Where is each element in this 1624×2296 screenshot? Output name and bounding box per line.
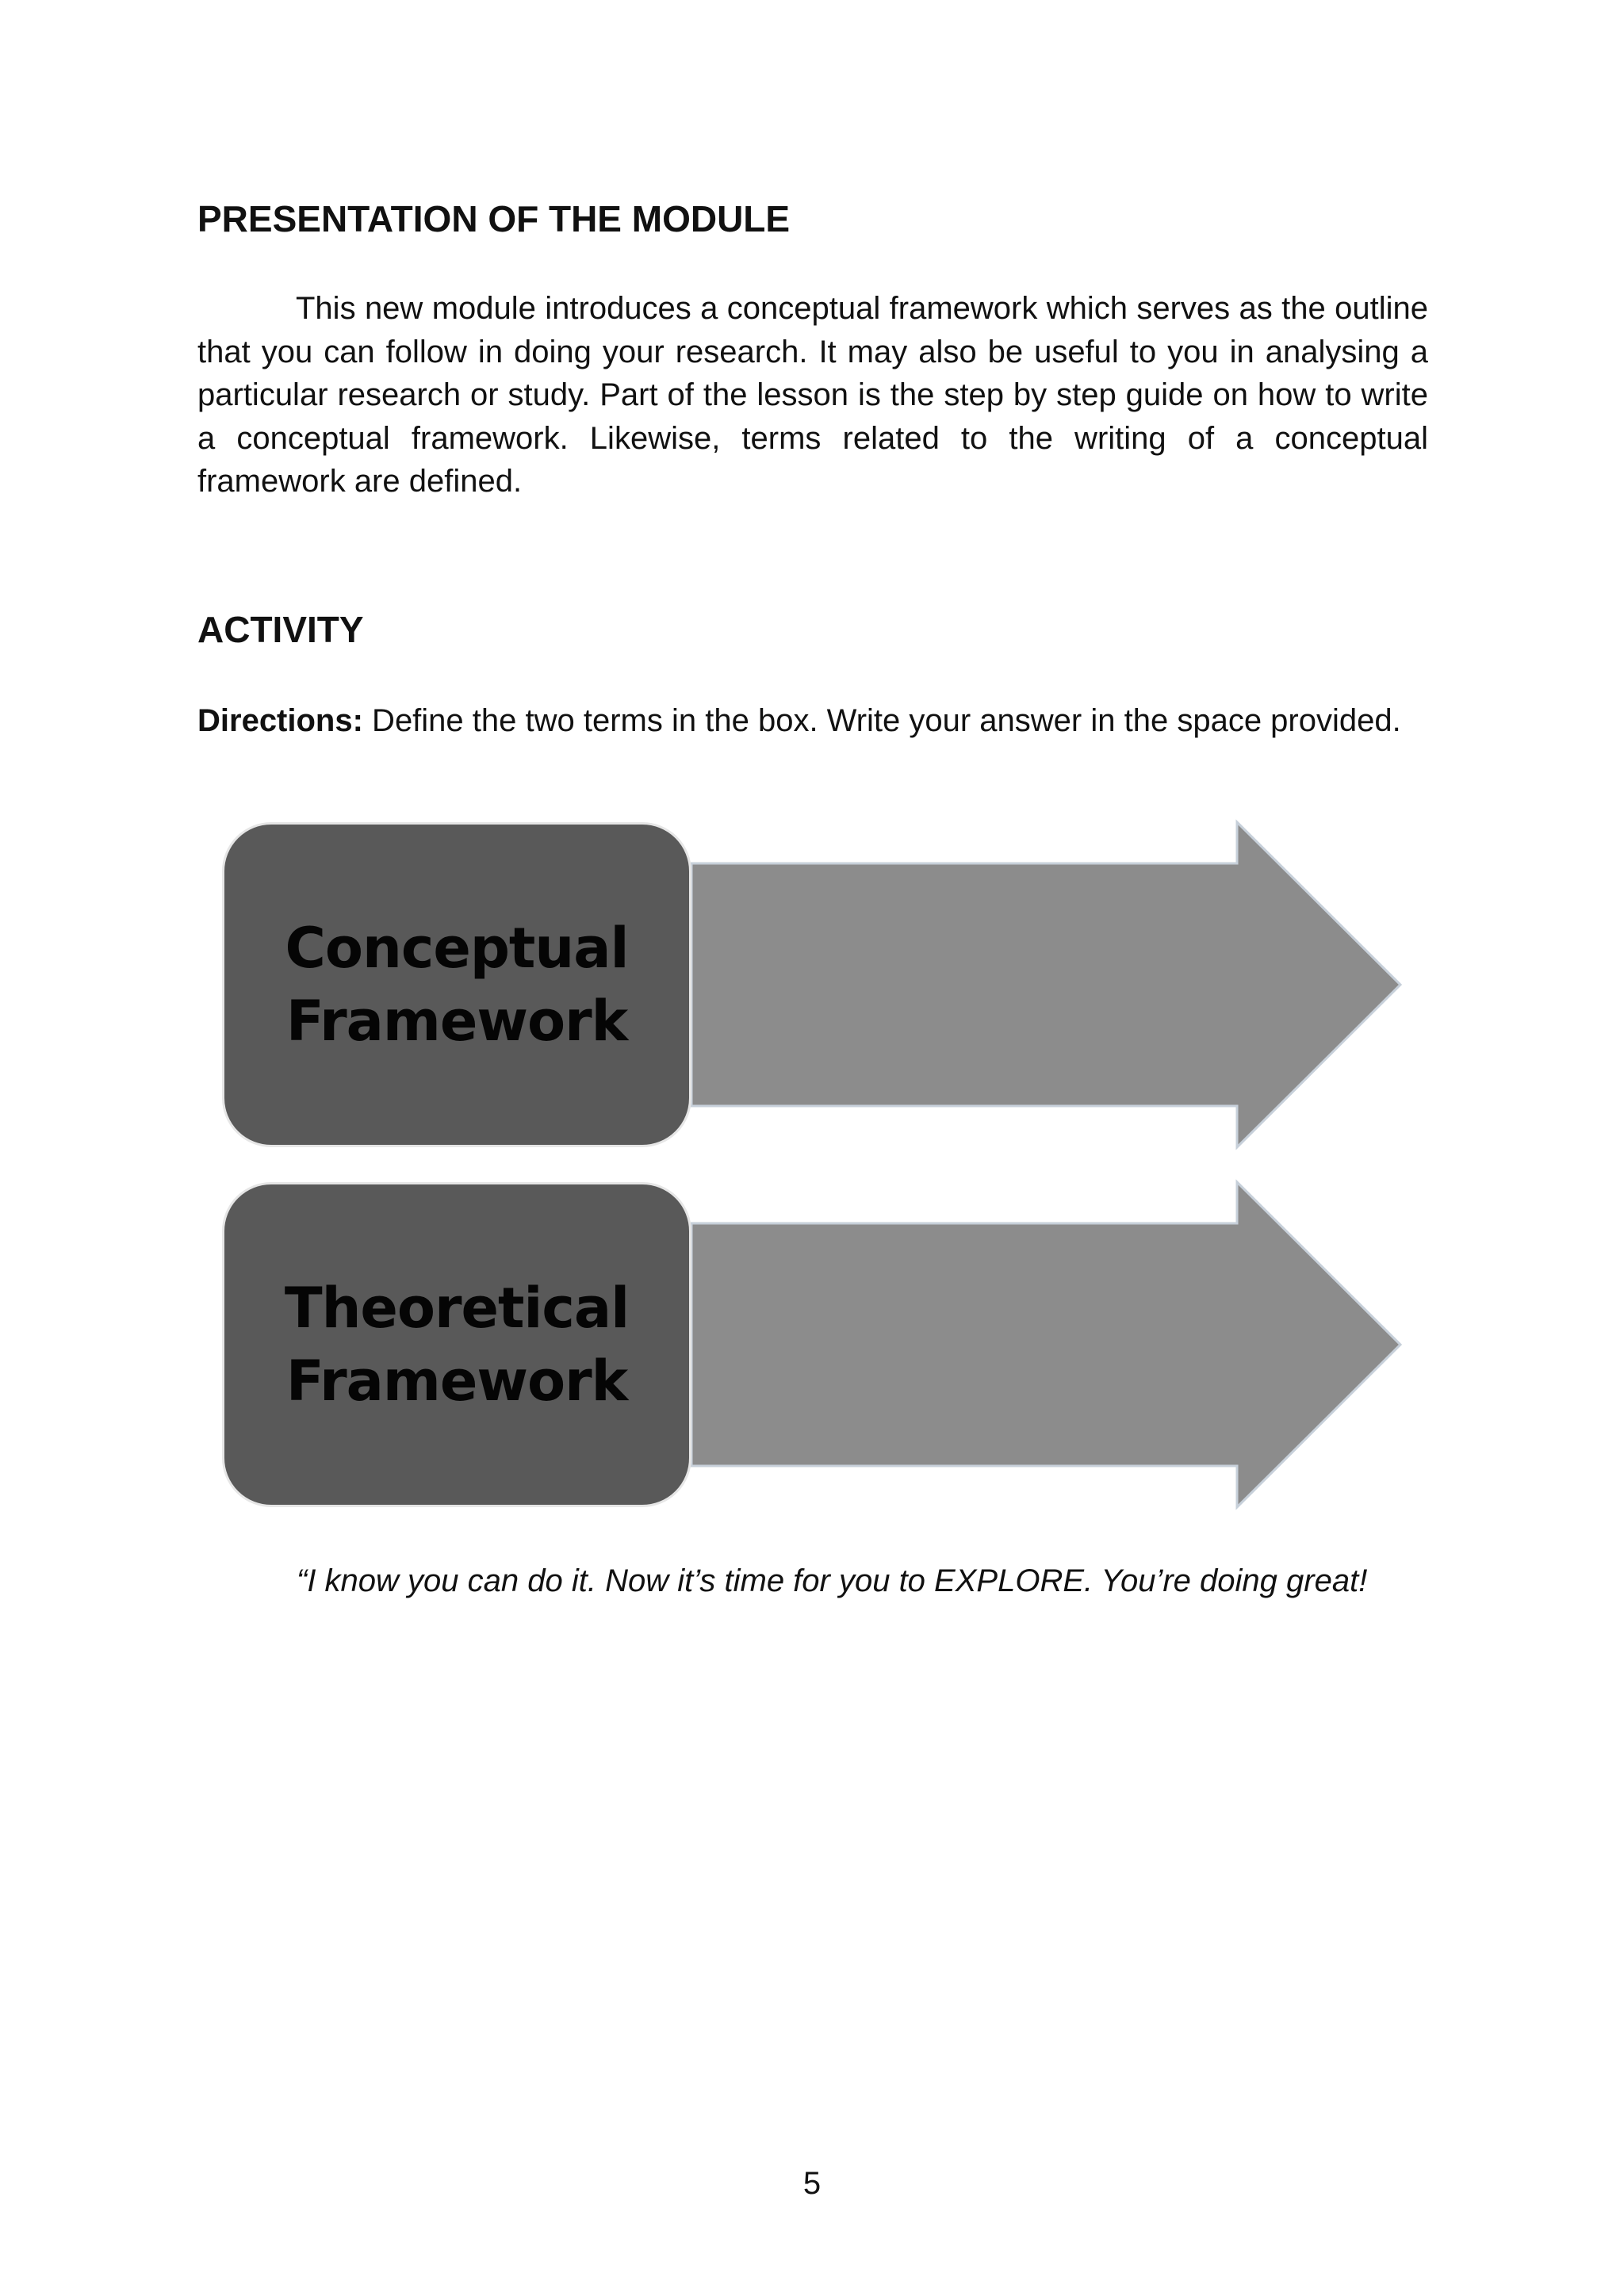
directions-label: Directions:	[197, 703, 363, 738]
answer-arrow-theoretical[interactable]	[691, 1182, 1400, 1507]
term-label-theoretical-framework: Theoretical Framework	[284, 1276, 630, 1414]
presentation-heading: PRESENTATION OF THE MODULE	[197, 198, 791, 239]
term-box-theoretical-framework	[222, 1182, 691, 1507]
directions-instructions: Define the two terms in the box. Write your answer in the space provided.	[362, 703, 1401, 738]
activity-heading: ACTIVITY	[197, 609, 364, 650]
directions-text	[197, 699, 1428, 743]
term-label-conceptual-framework: Conceptual Framework	[285, 916, 629, 1054]
encouragement-quote: “I know you can do it. Now it’s time for you to EXPLORE. You’re doing great!	[297, 1563, 1368, 1598]
page-number: 5	[802, 2166, 822, 2201]
answer-arrow-conceptual[interactable]	[691, 822, 1400, 1147]
term-box-conceptual-framework	[222, 822, 691, 1147]
presentation-paragraph: This new module introduces a conceptual framework which serves as the outline that you can follow in doing your research. It may also be useful to you in analysing a particular research or study. Part of the lesson is the step by step guide on how to write a conceptual framework. Likewise, terms related to the writing of a conceptual framework are defined.	[197, 291, 1428, 499]
